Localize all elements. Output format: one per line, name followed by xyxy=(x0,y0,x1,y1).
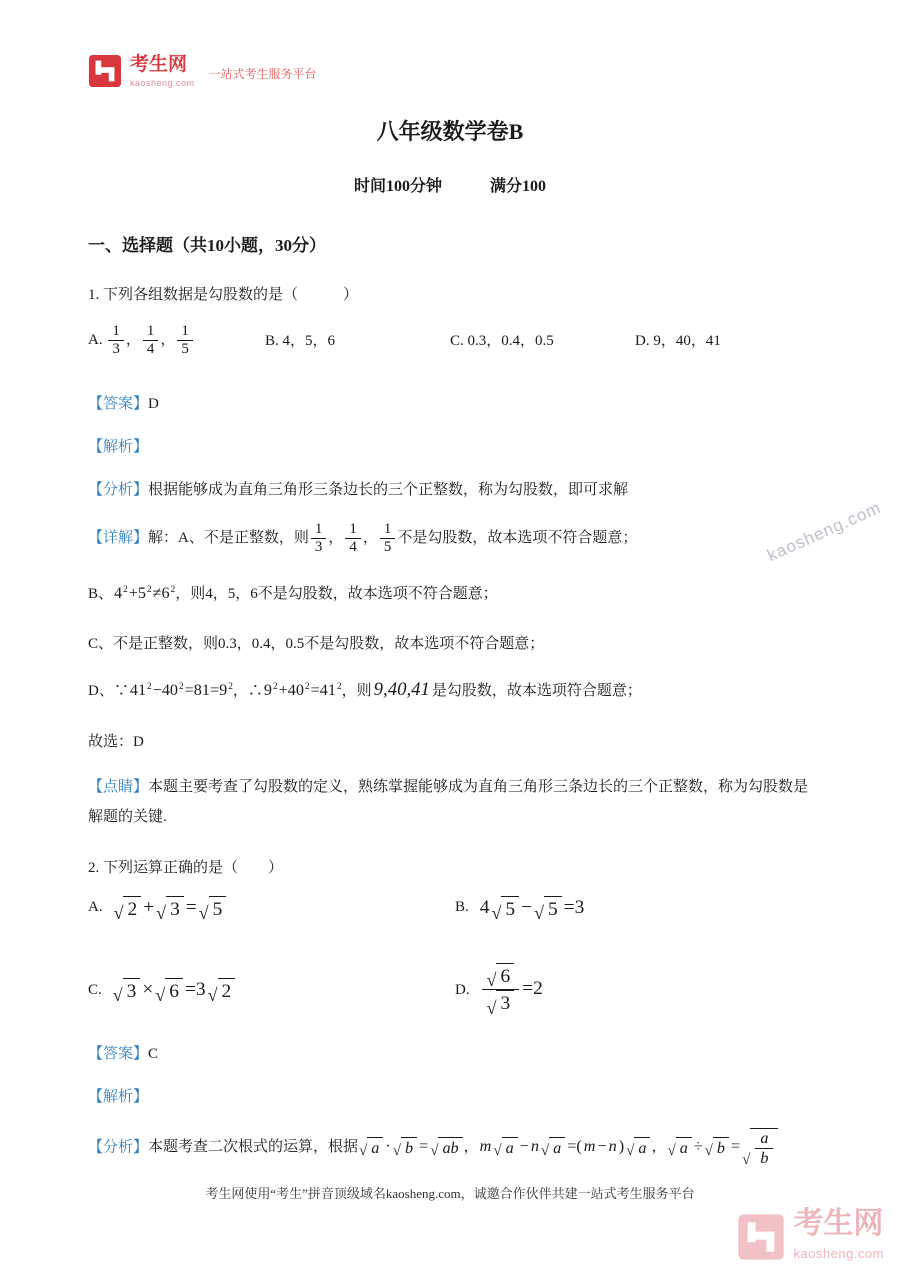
q2-jiexi-label: 【解析】 xyxy=(88,1088,149,1105)
q1-line-d xyxy=(88,675,812,705)
q2-option-c-math: √ 3 × √ 6 =3 √ 2 xyxy=(112,974,236,1005)
doc-title: 八年级数学卷B xyxy=(376,119,524,144)
q1-options xyxy=(88,315,812,367)
q1-option-c: C. 0.3，0.4，0.5 xyxy=(450,332,554,349)
section-heading: 一、选择题（共10小题，30分） xyxy=(88,235,326,255)
q2-stem: 2. 下列运算正确的是（ ） xyxy=(88,859,284,876)
q1-stem: 1. 下列各组数据是勾股数的是（ ） xyxy=(88,286,359,303)
doc-subtitle: 时间100分钟 满分100 xyxy=(353,178,546,196)
q2-answer-value: C xyxy=(148,1045,159,1062)
q1-fenxi-text: 根据能够成为直角三角形三条边长的三个正整数，称为勾股数，即可求解 xyxy=(148,481,629,498)
q1-xiangjie-math: 解：A、不是正整数，则 $\frac{1}{3}$ ， $\frac{1}{4}$ ， $\frac{1}{5}$ 不是勾股数，故本选项不符合题意； xyxy=(148,520,638,556)
q2-option-a-math: √ 2 + √ 3 = √ 5 xyxy=(113,892,228,923)
q1-guxuan: 故选：D xyxy=(88,734,144,751)
brand-name: 考生网 xyxy=(130,54,188,75)
q1-jiexi-label: 【解析】 xyxy=(88,438,149,455)
brand-text xyxy=(130,54,195,90)
q2-option-a xyxy=(88,892,455,923)
corner-watermark xyxy=(737,1209,884,1265)
page-footer: 考生网使用“考生”拼音顶级域名kaosheng.com，诚邀合作伙伴共建一站式考生服务平台 xyxy=(205,1186,695,1202)
q2-option-b xyxy=(455,892,812,923)
q1-fenxi-label: 【分析】 xyxy=(88,481,149,498)
watermark-brand-icon xyxy=(737,1213,785,1261)
q2-option-d-math: √ 6 √ 3 =2 xyxy=(480,963,544,1017)
q2-option-b-math: 4 √ 5 − √ 5 =3 xyxy=(479,896,585,923)
q1-line-d-math: D、$\because 41^2-40^2=81=9^2$，$\therefore 9^2+40^2=41^2$，则 9,40,41 是勾股数，故本选项符合题意； xyxy=(88,679,642,701)
site-logo xyxy=(88,54,812,98)
q1-option-d: D. 9，40，41 xyxy=(635,332,721,349)
watermark-brand-name: 考生网 xyxy=(793,1207,884,1241)
q1-option-a xyxy=(88,323,265,359)
q2-answer-label: 【答案】 xyxy=(88,1045,149,1062)
q1-answer-line xyxy=(88,392,812,416)
q1-dianjing-line xyxy=(88,773,812,832)
q2-answer-line xyxy=(88,1042,812,1066)
brand-tagline: 一站式考生服务平台 xyxy=(208,67,317,81)
brand-domain: kaosheng.com xyxy=(130,77,195,88)
q1-xiangjie-label: 【详解】 xyxy=(88,530,149,547)
q2-fenxi-math: 本题考查二次根式的运算，根据 √ a · √ b = √ ab ，m √ a − n √ a =( m − n ) √ a ， √ a ÷ √ b = √ $\frac{a}{b}$ xyxy=(148,1139,779,1155)
q2-option-b-label: B. xyxy=(455,899,469,916)
q1-option-b: B. 4，5，6 xyxy=(265,332,336,349)
q1-jiexi-line xyxy=(88,435,812,459)
q1-answer-value: D xyxy=(148,395,159,412)
q2-option-d xyxy=(455,963,812,1017)
q2-option-c-label: C. xyxy=(88,981,102,998)
q1-line-b-math: B、$4^2+5^2\ne 6^2$，则4，5，6不是勾股数，故本选项不符合题意； xyxy=(88,584,498,603)
q1-option-a-math: $\frac{1}{3}$ ， $\frac{1}{4}$ ， $\frac{1}{5}$ xyxy=(106,332,195,348)
q1-line-c: C、不是正整数，则0.3，0.4，0.5不是勾股数，故本选项不符合题意； xyxy=(88,636,545,653)
q1-answer-label: 【答案】 xyxy=(88,395,149,412)
q2-option-d-label: D. xyxy=(455,981,470,998)
q2-options xyxy=(88,892,812,1017)
q1-line-b xyxy=(88,581,812,607)
diagonal-watermark: kaosheng.com xyxy=(764,497,885,566)
watermark-text xyxy=(793,1209,884,1265)
q2-fenxi-label: 【分析】 xyxy=(88,1139,149,1156)
q2-option-c xyxy=(88,974,455,1005)
q2-jiexi-line xyxy=(88,1085,812,1109)
q2-option-a-label: A. xyxy=(88,899,103,916)
watermark-domain: kaosheng.com xyxy=(793,1246,884,1262)
q1-fenxi-line xyxy=(88,478,812,502)
brand-icon xyxy=(88,54,122,88)
q1-xiangjie-line xyxy=(88,521,812,557)
q1-dianjing-text: 本题主要考查了勾股数的定义，熟练掌握能够成为直角三角形三条边长的三个正整数，称为勾股数是解题的关键. xyxy=(88,779,809,825)
q1-dianjing-label: 【点睛】 xyxy=(88,779,149,796)
q2-fenxi-line xyxy=(88,1128,812,1169)
q1-option-a-label: A. xyxy=(88,332,103,349)
